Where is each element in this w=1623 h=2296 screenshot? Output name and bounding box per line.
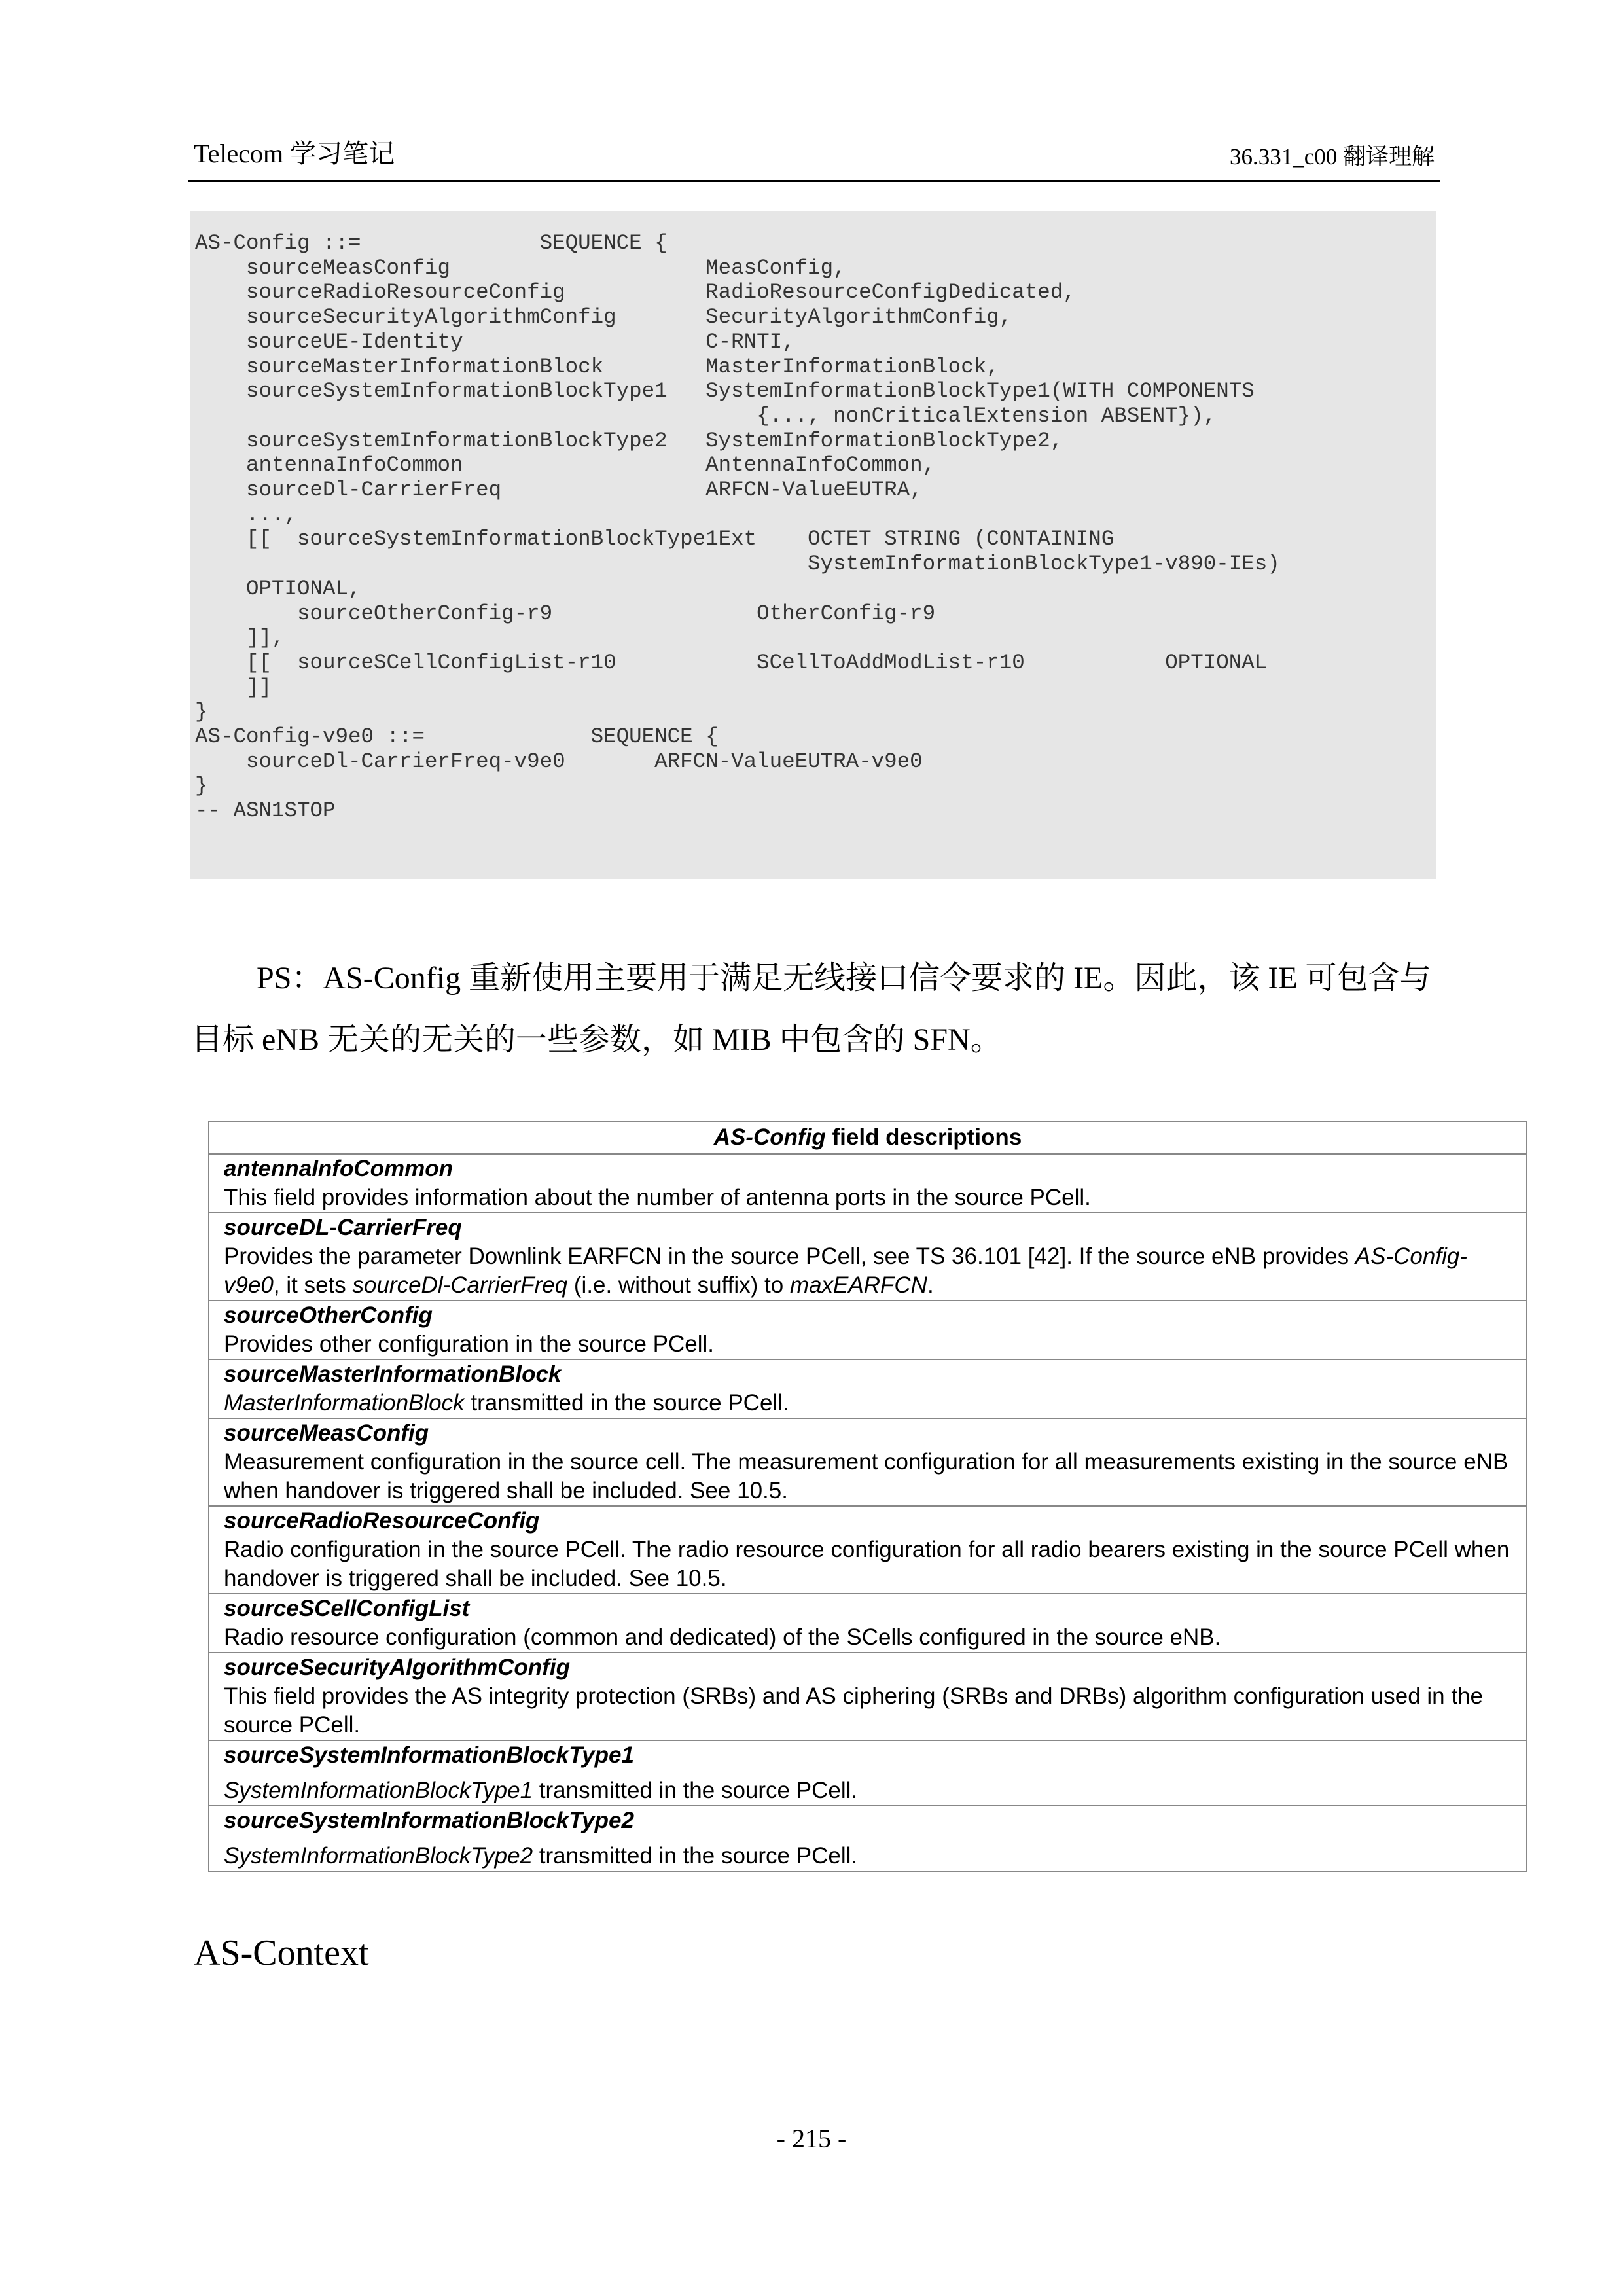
field-description-text: Provides the parameter Downlink EARFCN in the source PCell, see TS 36.101 [42]. If the source eNB provides: [224, 1244, 1355, 1269]
table-row: [209, 1506, 1527, 1594]
code-line: sourceUE-Identity C-RNTI,: [195, 329, 795, 354]
field-name: sourceOtherConfig: [224, 1302, 433, 1328]
code-line: AS-Config ::= SEQUENCE {: [195, 231, 668, 255]
code-line: sourceRadioResourceConfig RadioResourceConfigDedicated,: [195, 280, 1076, 305]
table-row: [209, 1300, 1527, 1359]
section-heading: AS-Context: [194, 1933, 369, 1973]
code-line: sourceOtherConfig-r9 OtherConfig-r9: [195, 601, 936, 626]
code-line: ]],: [195, 626, 285, 651]
code-line: OPTIONAL,: [195, 576, 361, 601]
code-line: sourceSystemInformationBlockType2 SystemInformationBlockType2,: [195, 428, 1063, 453]
code-line: [[ sourceSCellConfigList-r10 SCellToAddModList-r10 OPTIONAL: [195, 650, 1268, 675]
table-row: [209, 1418, 1527, 1506]
code-line: -- ASN1STOP: [195, 798, 336, 823]
code-line: sourceSystemInformationBlockType1 SystemInformationBlockType1(WITH COMPONENTS: [195, 379, 1255, 404]
field-name: sourceSystemInformationBlockType1: [224, 1742, 634, 1768]
code-line: AS-Config-v9e0 ::= SEQUENCE {: [195, 725, 719, 749]
asn1-code-block: [190, 211, 1436, 879]
table-row: [209, 1594, 1527, 1653]
field-description-text: transmitted in the source PCell.: [533, 1843, 858, 1869]
code-line: sourceDl-CarrierFreq ARFCN-ValueEUTRA,: [195, 478, 923, 503]
code-line: sourceSecurityAlgorithmConfig SecurityAlgorithmConfig,: [195, 305, 1012, 330]
table-row: [209, 1740, 1527, 1806]
field-description: Measurement configuration in the source cell. The measurement configuration for all measurements existing in the source eNB when handover is triggered shall be included. See 10.5.: [224, 1449, 1508, 1503]
field-description-table: [208, 1121, 1527, 1872]
header-doc-ref: 36.331_c00 翻译理解: [1229, 144, 1435, 170]
code-line: sourceDl-CarrierFreq-v9e0 ARFCN-ValueEUTRA-v9e0: [195, 749, 923, 774]
header-title: Telecom 学习笔记: [194, 139, 395, 168]
table-header-row: [209, 1121, 1527, 1154]
field-description: Radio resource configuration (common and dedicated) of the SCells configured in the source eNB.: [224, 1624, 1221, 1650]
code-line: sourceMasterInformationBlock MasterInformationBlock,: [195, 354, 999, 379]
field-description: This field provides the AS integrity protection (SRBs) and AS ciphering (SRBs and DRBs) algorithm configuration used in the source PCell.: [224, 1683, 1484, 1738]
table-row: [209, 1359, 1527, 1418]
code-line: ...,: [195, 502, 298, 527]
field-description-text: transmitted in the source PCell.: [533, 1778, 858, 1803]
field-description-ie: sourceDl-CarrierFreq: [352, 1272, 568, 1298]
code-line: sourceMeasConfig MeasConfig,: [195, 255, 846, 280]
table-title-ie-name: AS-Config: [713, 1124, 826, 1150]
field-description-text: , it sets: [273, 1272, 353, 1298]
field-description-ie: AS-Config-v9e0: [224, 1244, 1467, 1298]
field-name: sourceRadioResourceConfig: [224, 1508, 540, 1534]
field-name: sourceSystemInformationBlockType2: [224, 1808, 634, 1833]
code-line: [[ sourceSystemInformationBlockType1Ext OCTET STRING (CONTAINING: [195, 527, 1115, 552]
field-description: This field provides information about the number of antenna ports in the source PCell.: [224, 1185, 1091, 1210]
page-number: - 215 -: [776, 2124, 847, 2153]
code-line: SystemInformationBlockType1-v890-IEs): [195, 552, 1280, 577]
code-line: antennaInfoCommon AntennaInfoCommon,: [195, 453, 936, 478]
field-name: sourceDL-CarrierFreq: [224, 1215, 462, 1240]
code-line: }: [195, 774, 208, 798]
field-description: [224, 1389, 1513, 1418]
code-line: {..., nonCriticalExtension ABSENT}),: [195, 403, 1217, 428]
field-description: [224, 1770, 1513, 1805]
field-name: sourceMasterInformationBlock: [224, 1361, 562, 1387]
table-row: [209, 1806, 1527, 1871]
field-description-ie: maxEARFCN: [789, 1272, 927, 1298]
table-title-suffix: field descriptions: [825, 1124, 1022, 1150]
field-description-ie: MasterInformationBlock: [224, 1390, 465, 1416]
field-description: [224, 1242, 1513, 1300]
field-description-text: .: [927, 1272, 934, 1298]
field-description-text: (i.e. without suffix) to: [567, 1272, 790, 1298]
code-line: }: [195, 700, 208, 725]
field-name: sourceMeasConfig: [224, 1420, 429, 1446]
field-description-ie: SystemInformationBlockType1: [224, 1778, 533, 1803]
field-name: sourceSCellConfigList: [224, 1596, 470, 1621]
field-name: antennaInfoCommon: [224, 1156, 453, 1181]
table-row: [209, 1653, 1527, 1740]
field-description: Radio configuration in the source PCell. The radio resource configuration for all radio bearers existing in the source PCell when handover is triggered shall be included. See 10.5.: [224, 1537, 1510, 1591]
field-name: sourceSecurityAlgorithmConfig: [224, 1655, 570, 1680]
field-description-ie: SystemInformationBlockType2: [224, 1843, 533, 1869]
table-title: [209, 1121, 1527, 1154]
field-description: [224, 1835, 1513, 1871]
field-description-text: transmitted in the source PCell.: [464, 1390, 789, 1416]
code-line: ]]: [195, 675, 272, 700]
page-header: [188, 134, 1440, 182]
table-row: [209, 1154, 1527, 1213]
field-description: Provides other configuration in the source PCell.: [224, 1331, 715, 1357]
table-row: [209, 1213, 1527, 1300]
ps-paragraph: PS：AS-Config 重新使用主要用于满足无线接口信令要求的 IE。因此，该 IE 可包含与目标 eNB 无关的无关的一些参数，如 MIB 中包含的 SFN。: [191, 961, 1431, 1057]
